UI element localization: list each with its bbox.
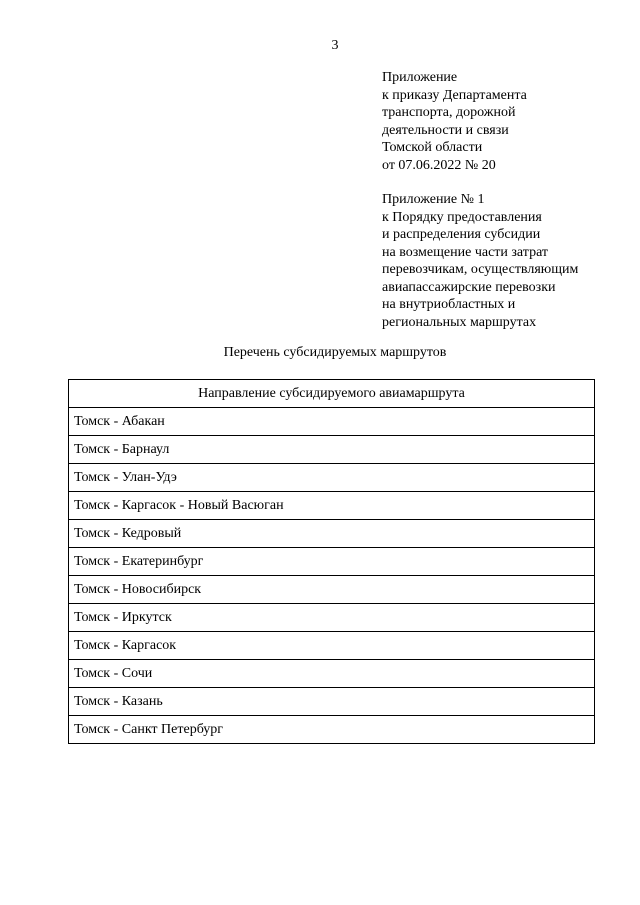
appendix-procedure-line: и распределения субсидии [382,227,541,242]
appendix-procedure-line: авиапассажирские перевозки [382,279,556,295]
appendix-procedure-line: на внутриобластных и [382,297,516,312]
table-row [69,492,595,520]
table-header-row [69,380,595,408]
appendix-order-block [382,69,527,174]
route-cell: Томск - Каргасок - Новый Васюган [69,492,595,520]
appendix-order-line: к приказу Департамента [382,87,527,103]
routes-table [68,379,595,744]
appendix-procedure-line: к Порядку предоставления [382,209,542,225]
table-row [69,660,595,688]
route-cell: Томск - Екатеринбург [69,548,595,576]
appendix-procedure-line: на возмещение части затрат [382,244,549,260]
table-row [69,520,595,548]
table-row [69,548,595,576]
table-row [69,436,595,464]
appendix-order-line: деятельности и связи [382,122,509,138]
page-number: 3 [331,38,339,53]
route-cell: Томск - Новосибирск [69,576,595,604]
appendix-procedure-line: региональных маршрутах [382,314,537,330]
column-header-direction: Направление субсидируемого авиамаршрута [69,380,595,408]
table-row [69,716,595,744]
route-cell: Томск - Сочи [69,660,595,688]
table-row [69,576,595,604]
appendix-order-line: от 07.06.2022 № 20 [382,157,496,173]
table-row [69,408,595,436]
route-cell: Томск - Кедровый [69,520,595,548]
appendix-procedure-line: Приложение № 1 [382,192,485,207]
table-row [69,688,595,716]
appendix-order-line: Приложение [382,70,458,85]
table-row [69,632,595,660]
table-row [69,604,595,632]
route-cell: Томск - Иркутск [69,604,595,632]
route-cell: Томск - Каргасок [69,632,595,660]
appendix-procedure-line: перевозчикам, осуществляющим [382,262,579,277]
route-cell: Томск - Улан-Удэ [69,464,595,492]
route-cell: Томск - Санкт Петербург [69,716,595,744]
route-cell: Томск - Казань [69,688,595,716]
list-title: Перечень субсидируемых маршрутов [223,345,447,360]
appendix-procedure-block [382,191,578,331]
appendix-order-line: Томской области [382,140,483,155]
appendix-order-line: транспорта, дорожной [382,105,516,120]
route-cell: Томск - Барнаул [69,436,595,464]
route-cell: Томск - Абакан [69,408,595,436]
table-row [69,464,595,492]
